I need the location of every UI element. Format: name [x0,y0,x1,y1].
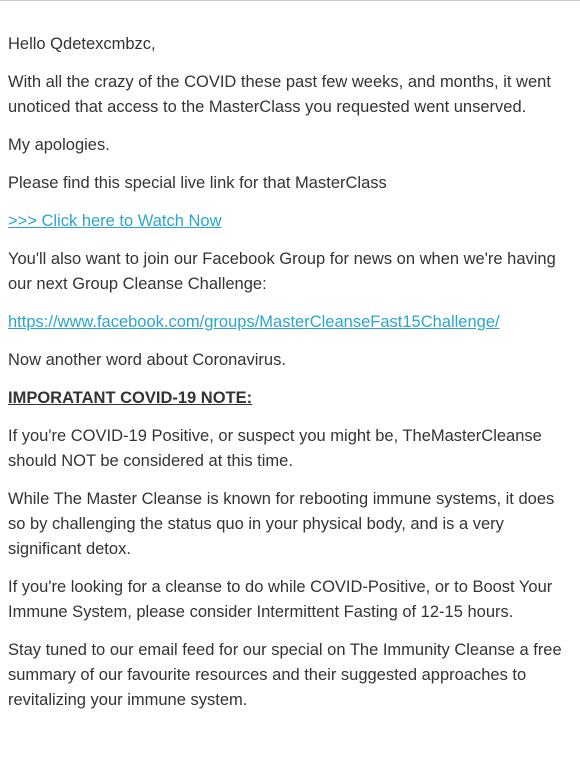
facebook-intro-paragraph: You'll also want to join our Facebook Group for news on when we're having our next Group Cleanse Challenge: [8,250,556,293]
facebook-group-link[interactable]: https://www.facebook.com/groups/MasterCleanseFast15Challenge/ [8,313,500,331]
find-link-paragraph: Please find this special live link for that MasterClass [8,174,387,192]
covid-note-heading: IMPORATANT COVID-19 NOTE: [8,389,253,407]
stay-tuned-paragraph: Stay tuned to our email feed for our special on The Immunity Cleanse a free summary of our favourite resources and their suggested approaches to revitalizing your immune system. [8,641,562,709]
greeting: Hello Qdetexcmbzc, [8,35,156,53]
facebook-link-paragraph [8,310,576,335]
master-cleanse-paragraph: While The Master Cleanse is known for rebooting immune systems, it does so by challenging the status quo in your physical body, and is a very significant detox. [8,490,555,558]
apology-paragraph: My apologies. [8,136,110,154]
watch-link-paragraph [8,209,576,234]
top-divider [0,0,580,1]
covid-positive-paragraph: If you're COVID-19 Positive, or suspect you might be, TheMasterCleanse should NOT be considered at this time. [8,427,542,470]
email-body [8,32,576,726]
coronavirus-intro-paragraph: Now another word about Coronavirus. [8,351,286,369]
watch-now-link[interactable]: >>> Click here to Watch Now [8,212,222,230]
intro-paragraph: With all the crazy of the COVID these past few weeks, and months, it went unoticed that access to the MasterClass you requested went unserved. [8,73,551,116]
intermittent-fasting-paragraph: If you're looking for a cleanse to do while COVID-Positive, or to Boost Your Immune System, please consider Intermittent Fasting of 12-15 hours. [8,578,553,621]
